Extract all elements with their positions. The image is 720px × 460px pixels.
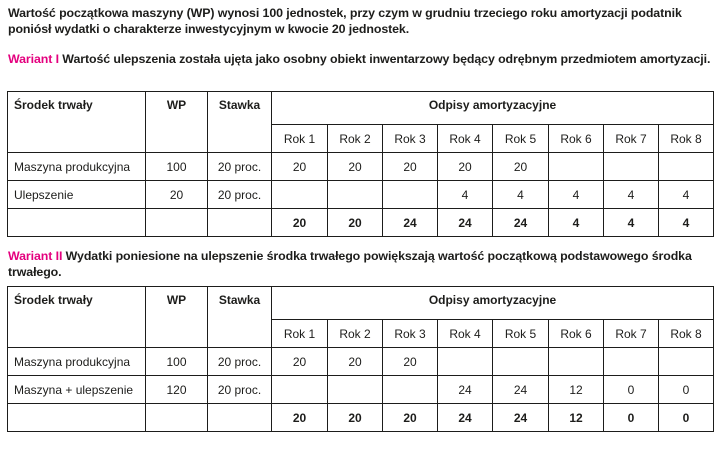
table-header-row [8, 287, 714, 320]
total-cell: 0 [659, 404, 714, 432]
rate-value: 20 proc. [208, 348, 272, 376]
wp-value: 100 [146, 153, 208, 181]
year-header: Rok 3 [383, 320, 438, 348]
table-row [8, 181, 714, 209]
year-header: Rok 4 [438, 125, 493, 153]
writeoff-cell [328, 376, 383, 404]
writeoff-cell: 4 [659, 181, 714, 209]
total-cell: 24 [493, 404, 549, 432]
year-header: Rok 5 [493, 125, 549, 153]
writeoff-cell [383, 181, 438, 209]
header-rate: Stawka [208, 287, 272, 348]
table-row [8, 153, 714, 181]
total-cell: 12 [549, 404, 604, 432]
variant-2-text: Wydatki poniesione na ulepszenie środka trwałego powiększają wartość początkową podstawowego środka trwałego. [8, 249, 692, 279]
total-cell: 20 [328, 404, 383, 432]
year-header: Rok 7 [604, 320, 659, 348]
header-writeoffs: Odpisy amortyzacyjne [272, 92, 714, 125]
writeoff-cell: 20 [493, 153, 549, 181]
total-cell: 24 [438, 404, 493, 432]
totals-row [8, 404, 714, 432]
year-header: Rok 7 [604, 125, 659, 153]
year-header: Rok 3 [383, 125, 438, 153]
total-cell: 20 [272, 404, 328, 432]
writeoff-cell: 20 [438, 153, 493, 181]
writeoff-cell: 24 [438, 376, 493, 404]
table-row [8, 376, 714, 404]
year-header: Rok 1 [272, 320, 328, 348]
writeoff-cell: 24 [493, 376, 549, 404]
intro-paragraph: Wartość początkowa maszyny (WP) wynosi 100 jednostek, przy czym w grudniu trzeciego roku amortyzacji podatnik poniósł wydatki o charakterze inwestycyjnym w kwocie 20 jednostek. [8, 6, 682, 36]
total-cell: 0 [604, 404, 659, 432]
writeoff-cell: 20 [272, 153, 328, 181]
asset-name: Maszyna produkcyjna [8, 153, 146, 181]
variant-1-text: Wartość ulepszenia została ujęta jako osobny obiekt inwentarzowy będący odrębnym przedmiotem amortyzacji. [58, 52, 711, 66]
rate-value: 20 proc. [208, 376, 272, 404]
variant-1-label: Wariant I [8, 52, 59, 66]
year-header: Rok 6 [549, 125, 604, 153]
asset-name: Maszyna + ulepszenie [8, 376, 146, 404]
writeoff-cell [604, 153, 659, 181]
year-header: Rok 5 [493, 320, 549, 348]
rate-value: 20 proc. [208, 181, 272, 209]
writeoff-cell: 20 [272, 348, 328, 376]
writeoff-cell [659, 348, 714, 376]
wp-value: 120 [146, 376, 208, 404]
writeoff-cell: 4 [493, 181, 549, 209]
writeoff-cell: 20 [328, 153, 383, 181]
writeoff-cell: 0 [659, 376, 714, 404]
variant-2-description [8, 249, 712, 280]
year-header: Rok 6 [549, 320, 604, 348]
table-row [8, 348, 714, 376]
writeoff-cell: 4 [604, 181, 659, 209]
writeoff-cell: 0 [604, 376, 659, 404]
header-rate: Stawka [208, 92, 272, 153]
variant-1-table [7, 91, 714, 237]
writeoff-cell [604, 348, 659, 376]
writeoff-cell: 20 [383, 153, 438, 181]
total-cell: 4 [659, 209, 714, 237]
total-cell: 24 [438, 209, 493, 237]
header-asset: Środek trwały [8, 287, 146, 348]
asset-name: Maszyna produkcyjna [8, 348, 146, 376]
writeoff-cell [272, 376, 328, 404]
year-header: Rok 2 [328, 320, 383, 348]
writeoff-cell: 4 [438, 181, 493, 209]
year-header: Rok 2 [328, 125, 383, 153]
total-cell: 20 [383, 404, 438, 432]
total-cell: 20 [328, 209, 383, 237]
variant-2-label: Wariant II [8, 249, 63, 263]
table-header-row [8, 92, 714, 125]
year-header: Rok 4 [438, 320, 493, 348]
writeoff-cell [383, 376, 438, 404]
year-header: Rok 8 [659, 320, 714, 348]
wp-value: 20 [146, 181, 208, 209]
writeoff-cell: 20 [328, 348, 383, 376]
header-wp: WP [146, 287, 208, 348]
writeoff-cell [549, 348, 604, 376]
header-writeoffs: Odpisy amortyzacyjne [272, 287, 714, 320]
asset-name: Ulepszenie [8, 181, 146, 209]
total-cell: 4 [549, 209, 604, 237]
writeoff-cell [659, 153, 714, 181]
writeoff-cell [272, 181, 328, 209]
writeoff-cell: 4 [549, 181, 604, 209]
header-asset: Środek trwały [8, 92, 146, 153]
total-cell: 24 [493, 209, 549, 237]
total-cell: 4 [604, 209, 659, 237]
year-header: Rok 8 [659, 125, 714, 153]
header-wp: WP [146, 92, 208, 153]
writeoff-cell [328, 181, 383, 209]
total-cell: 20 [272, 209, 328, 237]
year-header: Rok 1 [272, 125, 328, 153]
writeoff-cell: 12 [549, 376, 604, 404]
writeoff-cell [438, 348, 493, 376]
wp-value: 100 [146, 348, 208, 376]
writeoff-cell [493, 348, 549, 376]
writeoff-cell: 20 [383, 348, 438, 376]
rate-value: 20 proc. [208, 153, 272, 181]
variant-2-table [7, 286, 714, 432]
variant-1-description [8, 52, 712, 68]
total-cell: 24 [383, 209, 438, 237]
writeoff-cell [549, 153, 604, 181]
totals-row [8, 209, 714, 237]
